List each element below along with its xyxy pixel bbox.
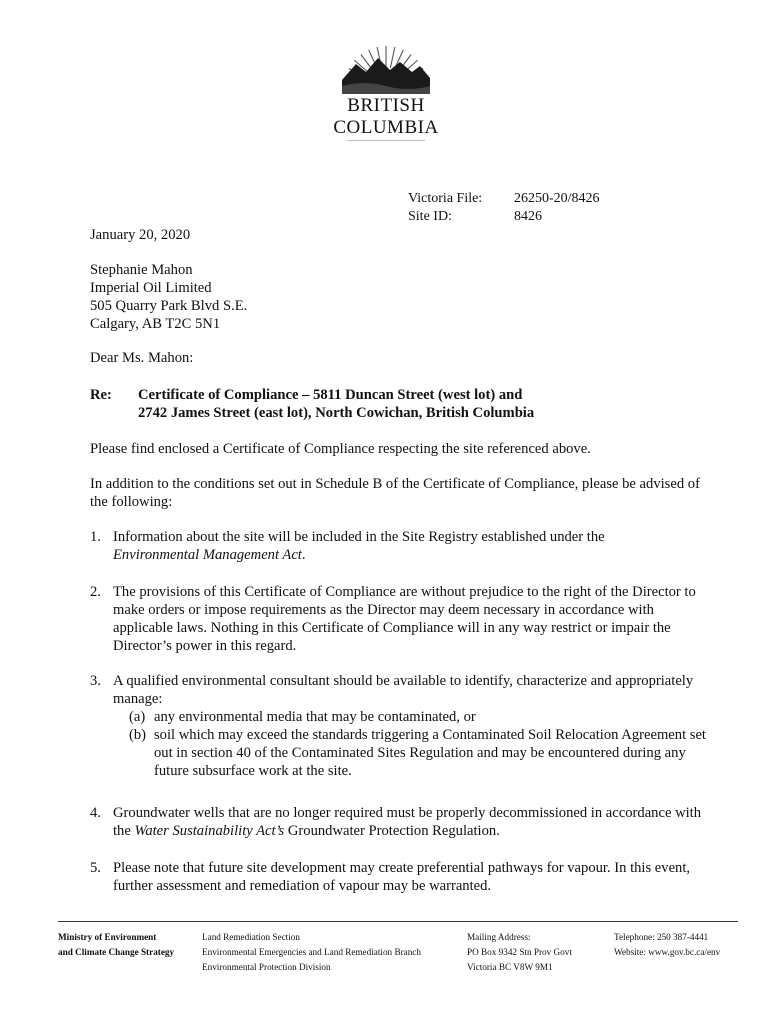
recipient-address — [90, 261, 247, 333]
footer-branch-line: Environmental Emergencies and Land Remediation Branch — [202, 947, 421, 957]
list-item-number: 4. — [90, 805, 101, 821]
recipient-name: Stephanie Mahon — [90, 262, 193, 278]
list-item-number: 3. — [90, 673, 101, 689]
footer-ministry — [58, 930, 174, 960]
site-id-row — [408, 208, 600, 226]
item-5-text: Please note that future site development may create preferential pathways for vapour. In this event, further assessment and remediation of vapour may be warranted. — [113, 860, 691, 894]
item-1-end: . — [301, 547, 306, 563]
footer-address-line: Victoria BC V8W 9M1 — [467, 962, 553, 972]
footer-ministry-line: and Climate Change Strategy — [58, 947, 175, 957]
footer-ministry-line: Ministry of Environment — [58, 932, 157, 942]
subject-line — [90, 386, 534, 422]
subject-line-1: Certificate of Compliance – 5811 Duncan Street (west lot) and — [138, 387, 523, 403]
footer-divider — [58, 921, 738, 922]
list-item — [90, 804, 715, 840]
list-item-number: 1. — [90, 529, 101, 545]
letter-date: January 20, 2020 — [90, 227, 191, 243]
item-1-text: Information about the site will be included in the Site Registry established under the — [113, 529, 605, 545]
conditions-paragraph: In addition to the conditions set out in Schedule B of the Certificate of Compliance, please be advised of the following: — [90, 476, 700, 510]
site-id-label: Site ID: — [408, 209, 452, 224]
recipient-company: Imperial Oil Limited — [90, 280, 212, 296]
list-item — [90, 672, 715, 780]
subject-text — [138, 386, 534, 422]
logo-text-british: BRITISH — [347, 95, 425, 116]
footer-branch-line: Environmental Protection Division — [202, 962, 331, 972]
subject-line-2: 2742 James Street (east lot), North Cowichan, British Columbia — [138, 405, 535, 421]
footer-branch-line: Land Remediation Section — [202, 932, 300, 942]
site-id-value: 8426 — [514, 209, 542, 224]
logo-text-columbia: COLUMBIA — [333, 117, 439, 138]
sub-item-a — [129, 708, 715, 726]
recipient-city: Calgary, AB T2C 5N1 — [90, 316, 221, 332]
sub-item-a-label: (a) — [129, 709, 146, 725]
footer-branch — [202, 930, 421, 975]
list-item — [90, 583, 715, 655]
sun-mountain-icon — [340, 30, 432, 94]
file-reference-block — [408, 190, 600, 226]
recipient-street: 505 Quarry Park Blvd S.E. — [90, 298, 248, 314]
subject-label: Re: — [90, 387, 112, 403]
item-4-act-name: Water Sustainability Act’s — [134, 823, 285, 839]
item-2-text: The provisions of this Certificate of Compliance are without prejudice to the right of the Director to make orders or impose requirements as the Director may deem necessary in accordance with applicable laws. Nothing in this Certificate of Compliance will in any way restrict or impair the Director’s power in this regard. — [113, 584, 696, 654]
list-item-number: 5. — [90, 860, 101, 876]
salutation: Dear Ms. Mahon: — [90, 350, 194, 366]
footer-mailing-address — [467, 930, 572, 975]
footer-address-line: Mailing Address: — [467, 932, 531, 942]
footer-contact — [614, 930, 720, 960]
item-1-act-name: Environmental Management Act — [113, 547, 302, 563]
footer-website: Website: www.gov.bc.ca/env — [614, 947, 721, 957]
item-3-text: A qualified environmental consultant should be available to identify, characterize and appropriately manage: — [113, 673, 694, 707]
list-item-body — [113, 672, 715, 780]
victoria-file-row — [408, 190, 600, 208]
bc-government-logo — [325, 30, 447, 142]
item-4-end: Groundwater Protection Regulation. — [287, 823, 500, 839]
footer-telephone: Telephone: 250 387-4441 — [614, 932, 709, 942]
victoria-file-label: Victoria File: — [408, 191, 483, 206]
list-item-text — [113, 804, 715, 840]
sub-item-b-text: soil which may exceed the standards triggering a Contaminated Soil Relocation Agreement set out in section 40 of the Contaminated Sites Regulation and may be encountered during any future subsurface work at the site. — [154, 727, 706, 779]
footer-address-line: PO Box 9342 Stn Prov Govt — [467, 947, 572, 957]
intro-paragraph: Please find enclosed a Certificate of Compliance respecting the site referenced above. — [90, 441, 591, 457]
list-item — [90, 528, 715, 564]
victoria-file-value: 26250-20/8426 — [514, 191, 600, 206]
list-item — [90, 859, 715, 895]
sub-item-a-text: any environmental media that may be contaminated, or — [154, 709, 476, 725]
sub-item-b — [129, 726, 715, 780]
list-item-number: 2. — [90, 584, 101, 600]
item-4-text: Groundwater wells that are no longer required must be properly decommissioned in accordance with the — [113, 805, 702, 839]
list-item-text — [113, 528, 715, 564]
sub-item-b-label: (b) — [129, 727, 147, 743]
logo-underline — [347, 140, 425, 141]
